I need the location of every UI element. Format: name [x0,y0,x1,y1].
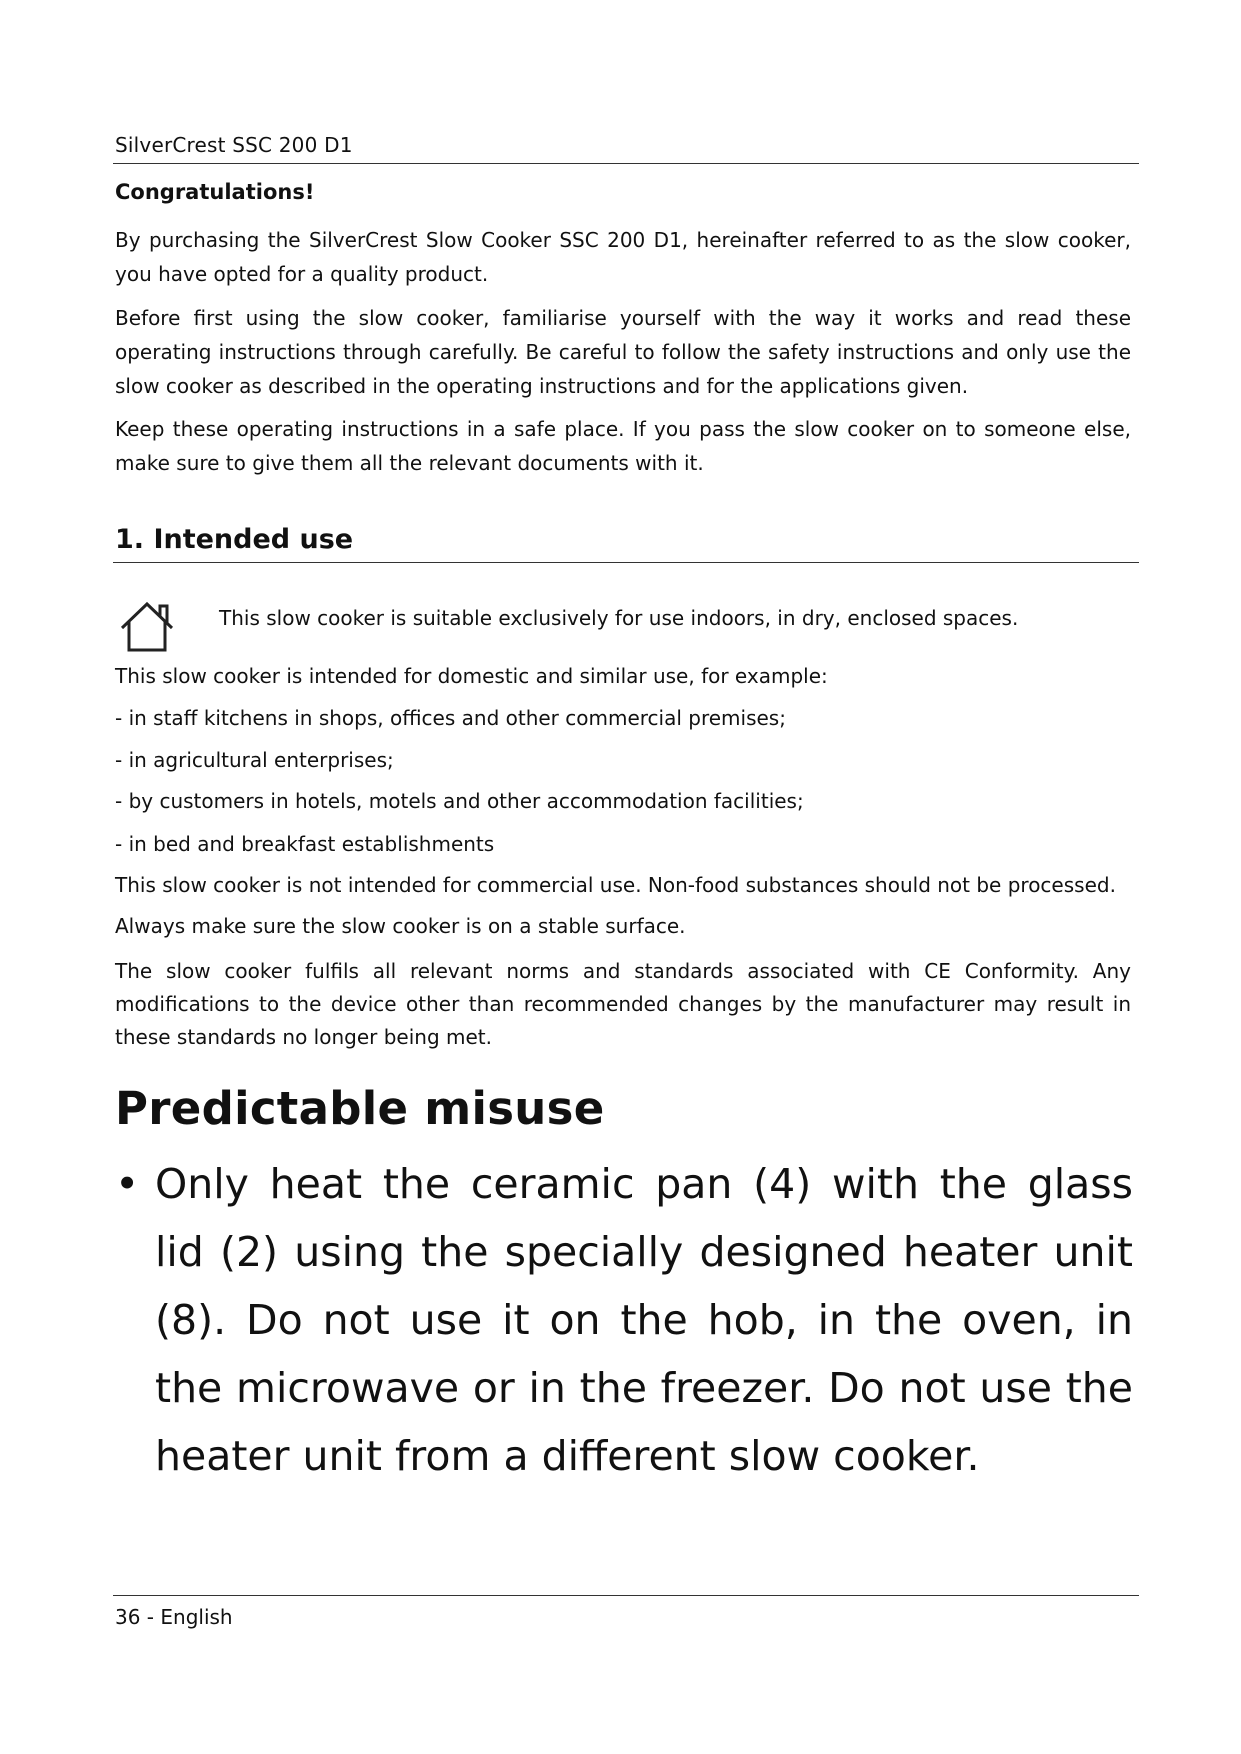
conformity-paragraph: The slow cooker fulfils all relevant norms and standards associated with CE Conformity. Any modifications to the device other than recommended changes by the manufacturer may result in these standards no longer being met. [115,959,1131,1049]
indoor-use-note: This slow cooker is suitable exclusively for use indoors, in dry, enclosed spaces. [219,606,1019,630]
list-item: - by customers in hotels, motels and other accommodation facilities; [115,789,804,813]
house-icon [118,598,176,656]
document-page [115,0,1137,1754]
intended-use-lead: This slow cooker is intended for domestic and similar use, for example: [115,664,828,688]
intro-paragraph-1: By purchasing the SilverCrest Slow Cooker SSC 200 D1, hereinafter referred to as the slow cooker, you have opted for a quality product. [115,228,1131,286]
header-divider [113,163,1139,164]
list-item: - in agricultural enterprises; [115,748,394,772]
commercial-use-note: This slow cooker is not intended for commercial use. Non-food substances should not be processed. [115,873,1116,897]
misuse-heading: Predictable misuse [115,1082,605,1135]
intro-paragraph-2: Before first using the slow cooker, familiarise yourself with the way it works and read these operating instructions through carefully. Be careful to follow the safety instructions and only use the slow cooker as described in the operating instructions and for the applications given. [115,306,1131,398]
list-item: - in bed and breakfast establishments [115,832,495,856]
list-item: - in staff kitchens in shops, offices and other commercial premises; [115,706,786,730]
stable-surface-note: Always make sure the slow cooker is on a stable surface. [115,914,686,938]
section-divider [113,562,1139,563]
congratulations-heading: Congratulations! [115,180,315,204]
intro-paragraph-3: Keep these operating instructions in a safe place. If you pass the slow cooker on to someone else, make sure to give them all the relevant documents with it. [115,417,1131,475]
misuse-bullet [115,1150,1133,1490]
footer-divider [113,1595,1139,1596]
bullet-marker: • [115,1160,140,1208]
misuse-bullet-text: Only heat the ceramic pan (4) with the glass lid (2) using the specially designed heater unit (8). Do not use it on the hob, in the oven, in the microwave or in the freezer. Do not use the heater unit from a different slow cooker. [155,1160,1133,1480]
page-number: 36 - English [115,1605,233,1629]
page-header: SilverCrest SSC 200 D1 [115,133,353,157]
intended-use-heading: 1. Intended use [115,524,354,555]
